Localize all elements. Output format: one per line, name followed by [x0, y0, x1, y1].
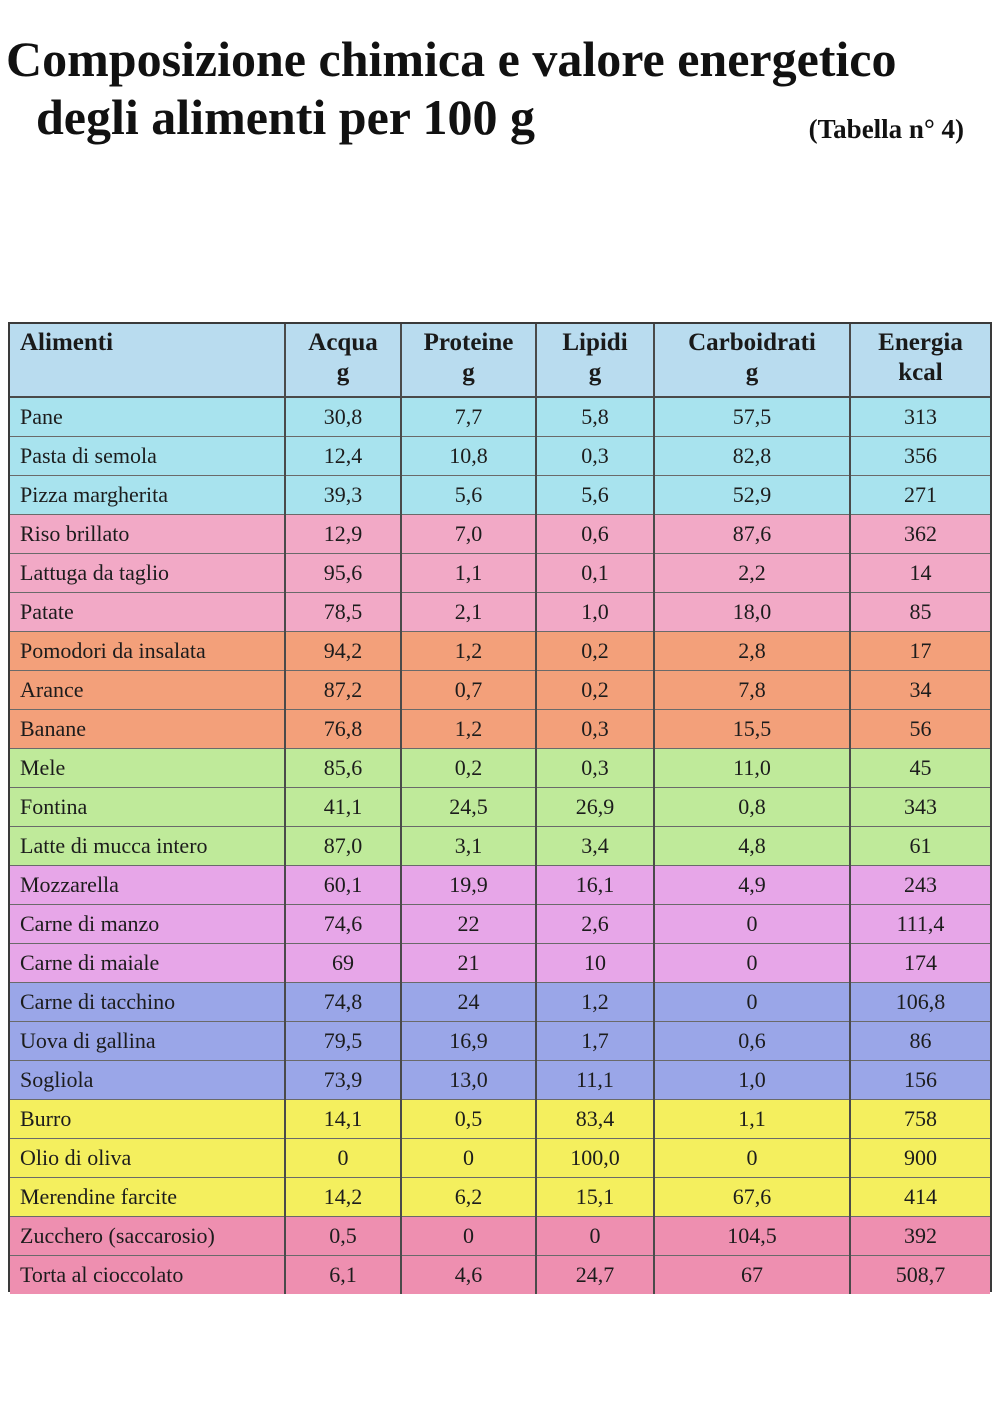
carboidrati-cell: 57,5: [654, 397, 850, 437]
proteine-cell: 7,7: [401, 397, 536, 437]
header-label: Energia: [878, 329, 963, 356]
proteine-cell: 19,9: [401, 866, 536, 905]
lipidi-cell: 83,4: [536, 1100, 654, 1139]
lipidi-cell: 15,1: [536, 1178, 654, 1217]
nutrition-table: [10, 324, 990, 1294]
lipidi-cell: 5,8: [536, 397, 654, 437]
table-row: [10, 1061, 990, 1100]
lipidi-cell: 24,7: [536, 1256, 654, 1295]
acqua-cell: 30,8: [285, 397, 401, 437]
acqua-cell: 12,4: [285, 437, 401, 476]
table-body: [10, 397, 990, 1294]
food-name-cell: Carne di maiale: [10, 944, 285, 983]
table-row: [10, 1022, 990, 1061]
proteine-cell: 5,6: [401, 476, 536, 515]
header-unit: g: [462, 359, 475, 386]
lipidi-cell: 5,6: [536, 476, 654, 515]
header-label: Lipidi: [562, 329, 628, 356]
food-name-cell: Patate: [10, 593, 285, 632]
acqua-cell: 69: [285, 944, 401, 983]
table-row: [10, 1139, 990, 1178]
food-name-cell: Banane: [10, 710, 285, 749]
table-row: [10, 1256, 990, 1295]
header-unit: g: [745, 359, 759, 386]
proteine-cell: 2,1: [401, 593, 536, 632]
proteine-cell: 24,5: [401, 788, 536, 827]
lipidi-cell: 0,6: [536, 515, 654, 554]
table-row: [10, 866, 990, 905]
carboidrati-cell: 18,0: [654, 593, 850, 632]
acqua-cell: 76,8: [285, 710, 401, 749]
carboidrati-cell: 0,8: [654, 788, 850, 827]
acqua-cell: 14,2: [285, 1178, 401, 1217]
food-name-cell: Carne di tacchino: [10, 983, 285, 1022]
carboidrati-cell: 0: [654, 983, 850, 1022]
table-row: [10, 827, 990, 866]
food-name-cell: Arance: [10, 671, 285, 710]
proteine-cell: 22: [401, 905, 536, 944]
energia-cell: 17: [850, 632, 990, 671]
lipidi-cell: 16,1: [536, 866, 654, 905]
acqua-cell: 39,3: [285, 476, 401, 515]
proteine-cell: 0,5: [401, 1100, 536, 1139]
energia-cell: 362: [850, 515, 990, 554]
proteine-cell: 0: [401, 1217, 536, 1256]
carboidrati-cell: 67,6: [654, 1178, 850, 1217]
header-unit: kcal: [898, 359, 943, 386]
table-row: [10, 710, 990, 749]
title-line-1: Composizione chimica e valore energetico: [6, 31, 897, 87]
header-energia: [850, 324, 990, 397]
energia-cell: 508,7: [850, 1256, 990, 1295]
energia-cell: 414: [850, 1178, 990, 1217]
header-lipidi: [536, 324, 654, 397]
energia-cell: 56: [850, 710, 990, 749]
carboidrati-cell: 87,6: [654, 515, 850, 554]
header-unit: g: [336, 359, 350, 386]
acqua-cell: 73,9: [285, 1061, 401, 1100]
lipidi-cell: 10: [536, 944, 654, 983]
carboidrati-cell: 2,8: [654, 632, 850, 671]
header-label: Acqua: [308, 329, 378, 356]
carboidrati-cell: 67: [654, 1256, 850, 1295]
table-row: [10, 1100, 990, 1139]
proteine-cell: 0: [401, 1139, 536, 1178]
table-row: [10, 593, 990, 632]
header-label: Proteine: [423, 329, 514, 356]
carboidrati-cell: 1,0: [654, 1061, 850, 1100]
food-name-cell: Merendine farcite: [10, 1178, 285, 1217]
energia-cell: 45: [850, 749, 990, 788]
carboidrati-cell: 15,5: [654, 710, 850, 749]
food-name-cell: Mozzarella: [10, 866, 285, 905]
carboidrati-cell: 2,2: [654, 554, 850, 593]
proteine-cell: 6,2: [401, 1178, 536, 1217]
table-row: [10, 515, 990, 554]
carboidrati-cell: 104,5: [654, 1217, 850, 1256]
food-name-cell: Pizza margherita: [10, 476, 285, 515]
energia-cell: 111,4: [850, 905, 990, 944]
acqua-cell: 14,1: [285, 1100, 401, 1139]
proteine-cell: 24: [401, 983, 536, 1022]
table-row: [10, 671, 990, 710]
food-name-cell: Pomodori da insalata: [10, 632, 285, 671]
lipidi-cell: 0,3: [536, 710, 654, 749]
proteine-cell: 16,9: [401, 1022, 536, 1061]
table-row: [10, 788, 990, 827]
lipidi-cell: 26,9: [536, 788, 654, 827]
carboidrati-cell: 7,8: [654, 671, 850, 710]
carboidrati-cell: 4,8: [654, 827, 850, 866]
energia-cell: 85: [850, 593, 990, 632]
energia-cell: 61: [850, 827, 990, 866]
energia-cell: 343: [850, 788, 990, 827]
header-proteine: [401, 324, 536, 397]
lipidi-cell: 0,3: [536, 437, 654, 476]
proteine-cell: 21: [401, 944, 536, 983]
energia-cell: 900: [850, 1139, 990, 1178]
table-row: [10, 476, 990, 515]
energia-cell: 174: [850, 944, 990, 983]
acqua-cell: 78,5: [285, 593, 401, 632]
acqua-cell: 6,1: [285, 1256, 401, 1295]
carboidrati-cell: 0: [654, 905, 850, 944]
table-row: [10, 632, 990, 671]
food-name-cell: Fontina: [10, 788, 285, 827]
food-name-cell: Mele: [10, 749, 285, 788]
lipidi-cell: 0,2: [536, 632, 654, 671]
proteine-cell: 1,2: [401, 632, 536, 671]
carboidrati-cell: 4,9: [654, 866, 850, 905]
lipidi-cell: 1,7: [536, 1022, 654, 1061]
lipidi-cell: 100,0: [536, 1139, 654, 1178]
carboidrati-cell: 0: [654, 944, 850, 983]
energia-cell: 313: [850, 397, 990, 437]
table-row: [10, 437, 990, 476]
lipidi-cell: 0,2: [536, 671, 654, 710]
table-row: [10, 1217, 990, 1256]
energia-cell: 14: [850, 554, 990, 593]
acqua-cell: 87,2: [285, 671, 401, 710]
energia-cell: 758: [850, 1100, 990, 1139]
proteine-cell: 7,0: [401, 515, 536, 554]
header-unit: g: [588, 359, 602, 386]
proteine-cell: 13,0: [401, 1061, 536, 1100]
table-row: [10, 554, 990, 593]
proteine-cell: 0,2: [401, 749, 536, 788]
energia-cell: 392: [850, 1217, 990, 1256]
table-row: [10, 1178, 990, 1217]
acqua-cell: 95,6: [285, 554, 401, 593]
header-alimenti: [10, 324, 285, 397]
lipidi-cell: 3,4: [536, 827, 654, 866]
lipidi-cell: 1,0: [536, 593, 654, 632]
header-acqua: [285, 324, 401, 397]
food-name-cell: Pane: [10, 397, 285, 437]
food-name-cell: Sogliola: [10, 1061, 285, 1100]
food-name-cell: Carne di manzo: [10, 905, 285, 944]
acqua-cell: 94,2: [285, 632, 401, 671]
food-name-cell: Latte di mucca intero: [10, 827, 285, 866]
energia-cell: 243: [850, 866, 990, 905]
food-name-cell: Olio di oliva: [10, 1139, 285, 1178]
lipidi-cell: 0: [536, 1217, 654, 1256]
energia-cell: 34: [850, 671, 990, 710]
carboidrati-cell: 0: [654, 1139, 850, 1178]
food-name-cell: Pasta di semola: [10, 437, 285, 476]
table-header-row: [10, 324, 990, 397]
carboidrati-cell: 0,6: [654, 1022, 850, 1061]
food-name-cell: Uova di gallina: [10, 1022, 285, 1061]
lipidi-cell: 0,3: [536, 749, 654, 788]
table-row: [10, 905, 990, 944]
proteine-cell: 10,8: [401, 437, 536, 476]
carboidrati-cell: 11,0: [654, 749, 850, 788]
title-line-2: [6, 88, 986, 146]
lipidi-cell: 2,6: [536, 905, 654, 944]
carboidrati-cell: 82,8: [654, 437, 850, 476]
acqua-cell: 74,8: [285, 983, 401, 1022]
food-name-cell: Burro: [10, 1100, 285, 1139]
energia-cell: 86: [850, 1022, 990, 1061]
proteine-cell: 0,7: [401, 671, 536, 710]
acqua-cell: 79,5: [285, 1022, 401, 1061]
acqua-cell: 0,5: [285, 1217, 401, 1256]
proteine-cell: 1,1: [401, 554, 536, 593]
carboidrati-cell: 52,9: [654, 476, 850, 515]
acqua-cell: 60,1: [285, 866, 401, 905]
table-reference: (Tabella n° 4): [808, 114, 964, 144]
energia-cell: 156: [850, 1061, 990, 1100]
acqua-cell: 41,1: [285, 788, 401, 827]
acqua-cell: 74,6: [285, 905, 401, 944]
energia-cell: 106,8: [850, 983, 990, 1022]
table-row: [10, 397, 990, 437]
energia-cell: 271: [850, 476, 990, 515]
energia-cell: 356: [850, 437, 990, 476]
food-name-cell: Lattuga da taglio: [10, 554, 285, 593]
header-label: Carboidrati: [688, 329, 816, 356]
header-carboidrati: [654, 324, 850, 397]
table-row: [10, 749, 990, 788]
title-line-2-text: degli alimenti per 100 g: [36, 89, 536, 145]
carboidrati-cell: 1,1: [654, 1100, 850, 1139]
acqua-cell: 0: [285, 1139, 401, 1178]
nutrition-table-container: [8, 322, 992, 1292]
lipidi-cell: 11,1: [536, 1061, 654, 1100]
proteine-cell: 1,2: [401, 710, 536, 749]
lipidi-cell: 1,2: [536, 983, 654, 1022]
table-row: [10, 944, 990, 983]
proteine-cell: 3,1: [401, 827, 536, 866]
table-row: [10, 983, 990, 1022]
proteine-cell: 4,6: [401, 1256, 536, 1295]
document-title: [6, 30, 986, 146]
acqua-cell: 85,6: [285, 749, 401, 788]
food-name-cell: Zucchero (saccarosio): [10, 1217, 285, 1256]
lipidi-cell: 0,1: [536, 554, 654, 593]
acqua-cell: 87,0: [285, 827, 401, 866]
acqua-cell: 12,9: [285, 515, 401, 554]
header-label: Alimenti: [20, 329, 114, 356]
food-name-cell: Riso brillato: [10, 515, 285, 554]
food-name-cell: Torta al cioccolato: [10, 1256, 285, 1295]
